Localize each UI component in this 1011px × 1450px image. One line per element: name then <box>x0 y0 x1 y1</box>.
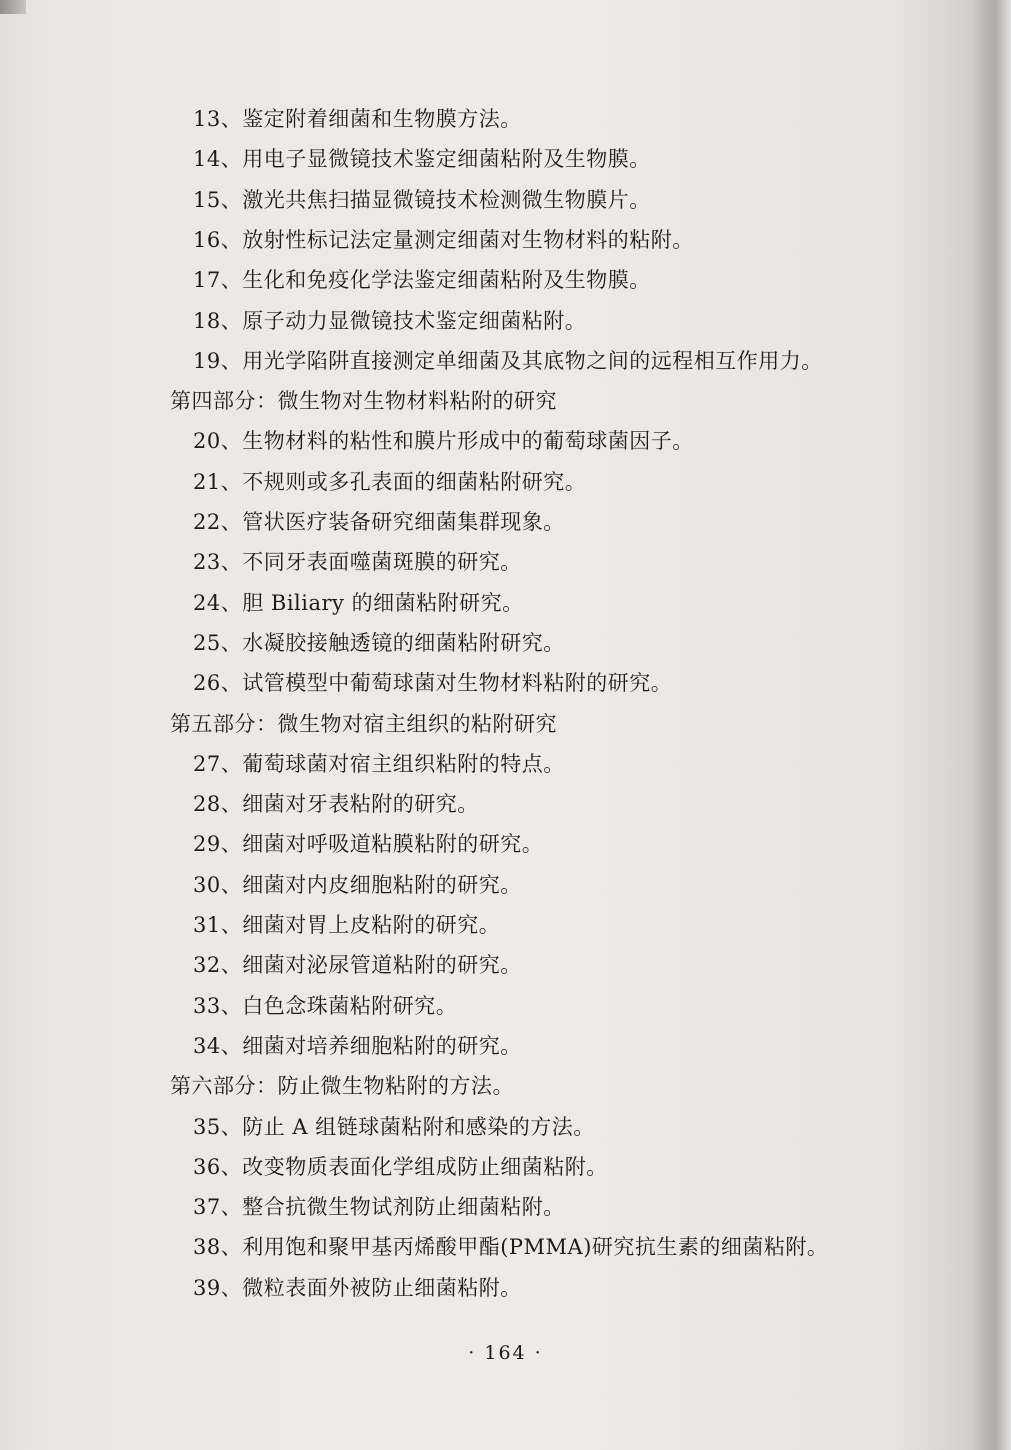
list-item: 20、生物材料的粘性和膜片形成中的葡萄球菌因子。 <box>193 429 694 453</box>
section-heading: 第五部分：微生物对宿主组织的粘附研究 <box>170 712 557 736</box>
list-item: 34、细菌对培养细胞粘附的研究。 <box>193 1034 522 1058</box>
list-item: 28、细菌对牙表粘附的研究。 <box>193 792 479 816</box>
section-heading: 第四部分：微生物对生物材料粘附的研究 <box>170 389 557 413</box>
list-item: 36、改变物质表面化学组成防止细菌粘附。 <box>193 1155 608 1179</box>
list-item: 18、原子动力显微镜技术鉴定细菌粘附。 <box>193 309 587 333</box>
list-item: 21、不规则或多孔表面的细菌粘附研究。 <box>193 470 587 494</box>
list-item: 26、试管模型中葡萄球菌对生物材料粘附的研究。 <box>193 671 673 695</box>
list-item: 23、不同牙表面噬菌斑膜的研究。 <box>193 550 522 574</box>
list-item: 29、细菌对呼吸道粘膜粘附的研究。 <box>193 832 544 856</box>
list-item: 17、生化和免疫化学法鉴定细菌粘附及生物膜。 <box>193 268 651 292</box>
page-gutter-shadow <box>971 0 1011 1450</box>
list-item: 38、利用饱和聚甲基丙烯酸甲酯(PMMA)研究抗生素的细菌粘附。 <box>193 1235 829 1259</box>
list-item: 39、微粒表面外被防止细菌粘附。 <box>193 1276 522 1300</box>
list-item: 31、细菌对胃上皮粘附的研究。 <box>193 913 501 937</box>
list-item: 16、放射性标记法定量测定细菌对生物材料的粘附。 <box>193 228 694 252</box>
list-item: 33、白色念珠菌粘附研究。 <box>193 994 458 1018</box>
list-item: 35、防止 A 组链球菌粘附和感染的方法。 <box>193 1115 595 1139</box>
section-heading: 第六部分：防止微生物粘附的方法。 <box>170 1074 514 1098</box>
list-item: 30、细菌对内皮细胞粘附的研究。 <box>193 873 522 897</box>
page-number: · 164 · <box>468 1342 543 1364</box>
list-item: 25、水凝胶接触透镜的细菌粘附研究。 <box>193 631 565 655</box>
list-item: 15、激光共焦扫描显微镜技术检测微生物膜片。 <box>193 188 651 212</box>
list-item: 14、用电子显微镜技术鉴定细菌粘附及生物膜。 <box>193 147 651 171</box>
list-item: 22、管状医疗装备研究细菌集群现象。 <box>193 510 565 534</box>
list-item: 24、胆 Biliary 的细菌粘附研究。 <box>193 591 524 615</box>
list-item: 32、细菌对泌尿管道粘附的研究。 <box>193 953 522 977</box>
list-item: 37、整合抗微生物试剂防止细菌粘附。 <box>193 1195 565 1219</box>
list-item: 13、鉴定附着细菌和生物膜方法。 <box>193 107 522 131</box>
scan-corner-mark <box>0 0 26 14</box>
list-item: 27、葡萄球菌对宿主组织粘附的特点。 <box>193 752 565 776</box>
list-item: 19、用光学陷阱直接测定单细菌及其底物之间的远程相互作用力。 <box>193 349 823 373</box>
